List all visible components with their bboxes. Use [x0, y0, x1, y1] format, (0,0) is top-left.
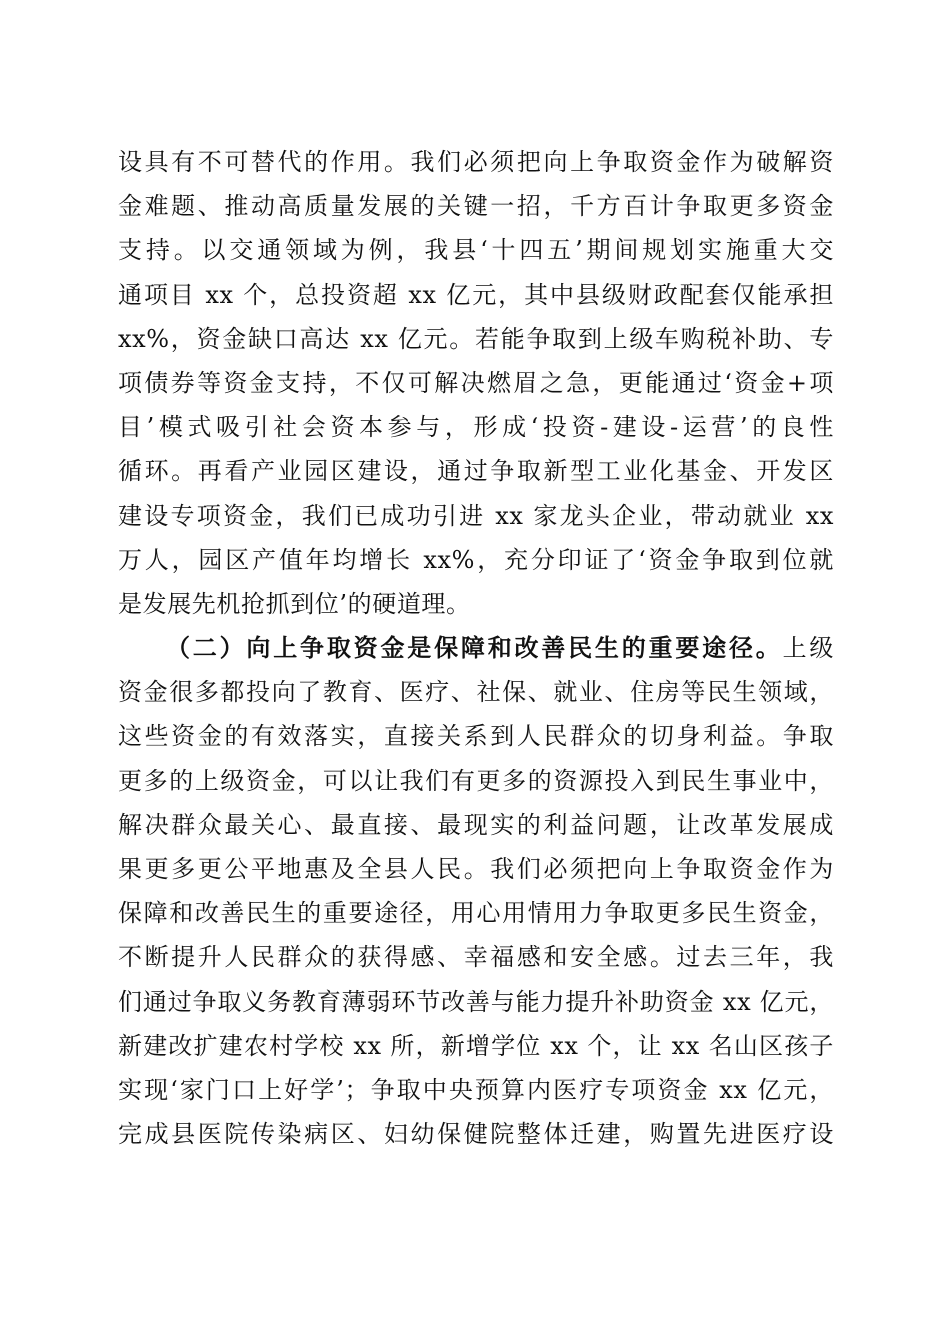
text-line: 金难题、推动高质量发展的关键一招，千方百计争取更多资金: [118, 192, 834, 221]
text-line: 支持。以交通领域为例，我县‘十四五’期间规划实施重大交: [118, 236, 834, 265]
text-line: 循环。再看产业园区建设，通过争取新型工业化基金、开发区: [118, 457, 834, 486]
text-line: 果更多更公平地惠及全县人民。我们必须把向上争取资金作为: [118, 854, 834, 883]
text-line: 保障和改善民生的重要途径，用心用情用力争取更多民生资金，: [118, 899, 834, 928]
text-line: 资金很多都投向了教育、医疗、社保、就业、住房等民生领域，: [118, 678, 834, 707]
text-line: 通项目 xx 个，总投资超 xx 亿元，其中县级财政配套仅能承担: [118, 280, 834, 309]
text-line: 这些资金的有效落实，直接关系到人民群众的切身利益。争取: [118, 722, 834, 751]
text-line: 们通过争取义务教育薄弱环节改善与能力提升补助资金 xx 亿元，: [118, 987, 834, 1016]
text-line: 新建改扩建农村学校 xx 所，新增学位 xx 个，让 xx 名山区孩子: [118, 1031, 834, 1060]
text-line: xx%，资金缺口高达 xx 亿元。若能争取到上级车购税补助、专: [118, 324, 834, 353]
text-line: 实现‘家门口上好学’；争取中央预算内医疗专项资金 xx 亿元，: [118, 1075, 834, 1104]
heading-line-rest: 上级: [782, 634, 834, 662]
text-line: 设具有不可替代的作用。我们必须把向上争取资金作为破解资: [118, 148, 834, 176]
section-heading-line: [118, 626, 834, 670]
paragraph-livelihood: [118, 626, 834, 1156]
section-heading: （二）向上争取资金是保障和改善民生的重要途径。: [166, 633, 783, 662]
text-line: 目’模式吸引社会资本参与，形成‘投资-建设-运营’的良性: [118, 413, 834, 442]
text-line: 万人，园区产值年均增长 xx%，充分印证了‘资金争取到位就: [118, 545, 834, 574]
text-line: 完成县医院传染病区、妇幼保健院整体迁建，购置先进医疗设: [118, 1120, 834, 1149]
text-line: 更多的上级资金，可以让我们有更多的资源投入到民生事业中，: [118, 766, 834, 795]
text-line: 解决群众最关心、最直接、最现实的利益问题，让改革发展成: [118, 810, 834, 839]
text-line: 建设专项资金，我们已成功引进 xx 家龙头企业，带动就业 xx: [118, 501, 834, 530]
text-line: 不断提升人民群众的获得感、幸福感和安全感。过去三年，我: [118, 943, 834, 972]
text-line: 项债券等资金支持，不仅可解决燃眉之急，更能通过‘资金+项: [118, 368, 834, 397]
paragraph-transport-industry: [118, 140, 834, 626]
text-line: 是发展先机抢抓到位’的硬道理。: [118, 589, 471, 618]
